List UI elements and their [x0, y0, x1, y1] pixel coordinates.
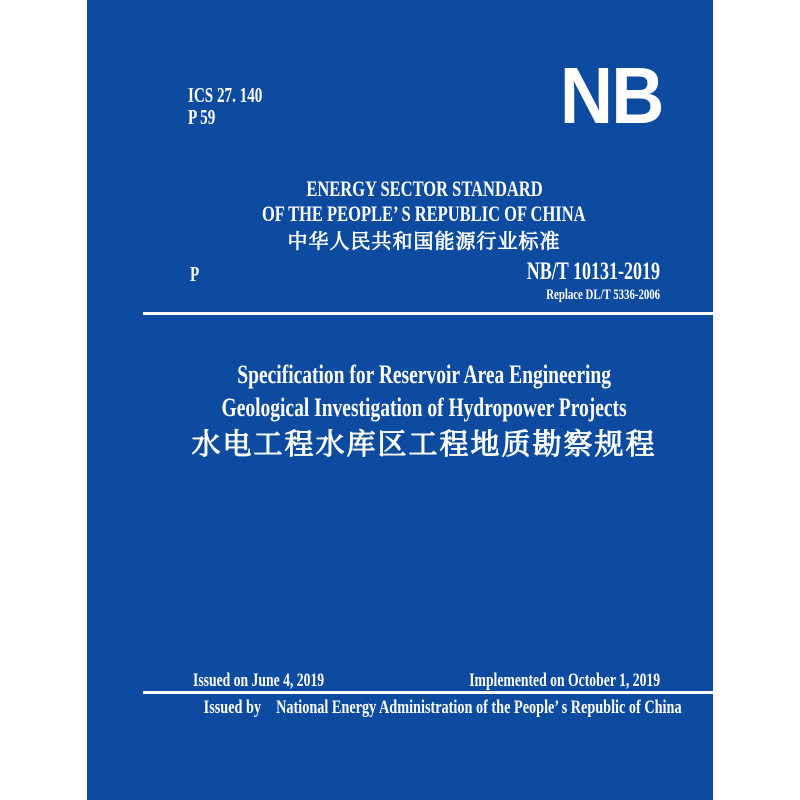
- standard-heading-en-line1-text: ENERGY SECTOR STANDARD: [305, 176, 543, 201]
- standard-cover: [87, 0, 713, 800]
- standard-heading-en-line2-text: OF THE PEOPLE’ S REPUBLIC OF CHINA: [262, 201, 586, 226]
- nb-logo: NB: [560, 51, 663, 140]
- standard-code: [475, 258, 660, 286]
- top-rule-line: [143, 312, 713, 315]
- issuer-line: [204, 696, 682, 720]
- doc-class-letter: [190, 260, 203, 288]
- implemented-date: [395, 669, 660, 693]
- issued-date: [193, 669, 375, 693]
- title-en-line2: [124, 391, 724, 424]
- title-en-line1: [124, 358, 724, 391]
- standard-heading: [124, 176, 724, 255]
- standard-heading-en-line2: [124, 201, 724, 226]
- issuer-label: Issued by: [203, 697, 262, 718]
- replaces-note-text: Replace DL/T 5336-2006: [546, 287, 660, 303]
- replaces-note: [475, 287, 660, 304]
- standard-code-text: NB/T 10131-2019: [526, 258, 660, 285]
- bottom-rule-line: [143, 691, 713, 694]
- title-en-line2-text: Geological Investigation of Hydropower Projects: [221, 393, 627, 422]
- ics-code: [188, 84, 291, 106]
- class-code: [188, 106, 291, 128]
- standard-code-block: [475, 258, 660, 304]
- issuer-value: National Energy Administration of the People’ s Republic of China: [276, 697, 682, 718]
- implemented-date-text: Implemented on October 1, 2019: [469, 670, 660, 691]
- title-en-line1-text: Specification for Reservoir Area Engineering: [237, 360, 611, 389]
- issuer-row: [124, 696, 724, 720]
- ics-classification-block: [188, 84, 291, 128]
- doc-class-letter-text: P: [190, 262, 200, 286]
- issued-date-text: Issued on June 4, 2019: [193, 670, 325, 691]
- document-title-block: [124, 358, 724, 464]
- class-code-text: P 59: [188, 105, 216, 129]
- standard-heading-zh: 中华人民共和国能源行业标准: [287, 231, 561, 253]
- title-zh: 水电工程水库区工程地质勘察规程: [191, 429, 657, 461]
- ics-code-text: ICS 27. 140: [188, 83, 263, 107]
- standard-heading-en-line1: [124, 176, 724, 201]
